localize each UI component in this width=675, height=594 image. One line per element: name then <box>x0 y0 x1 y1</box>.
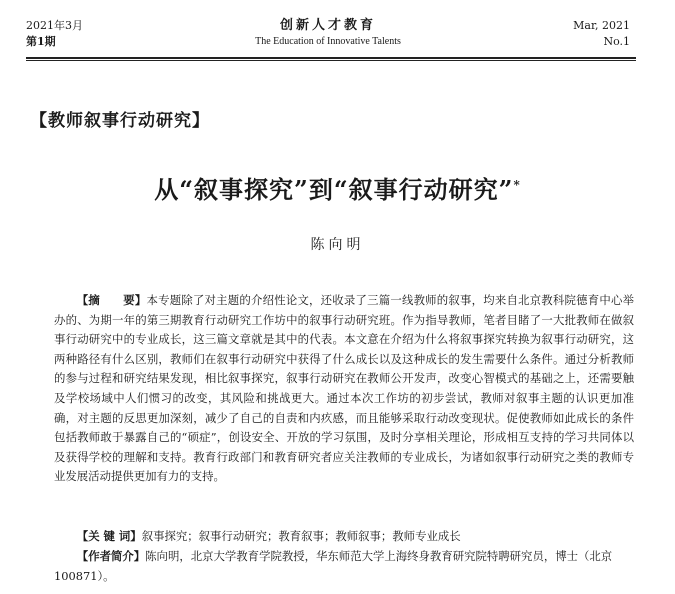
author-bio-text: 陈向明，北京大学教育学院教授，华东师范大学上海终身教育研究院特聘研究员，博士（北京 100871）。 <box>54 549 624 583</box>
article-title <box>0 170 675 205</box>
author-bio <box>54 547 634 586</box>
header-issue-en: No.1 <box>603 35 630 48</box>
column-heading: 【教师叙事行动研究】 <box>30 111 210 131</box>
abstract-paragraph <box>54 291 634 487</box>
article-author: 陈向明 <box>310 237 365 253</box>
header-date-en: Mar, 2021 <box>573 19 630 32</box>
header-right <box>573 18 630 50</box>
header-rule <box>26 57 636 61</box>
keywords-text: 叙事探究；叙事行动研究；教育叙事；教师叙事；教师专业成长 <box>141 529 461 543</box>
header-date-cn: 2021年3月 <box>26 19 83 32</box>
abstract-label: 【摘 要】 <box>76 293 147 307</box>
abstract <box>54 291 634 487</box>
running-header <box>26 14 630 56</box>
author-bio-label: 【作者简介】 <box>76 549 146 563</box>
header-issue-cn: 第1期 <box>26 35 56 48</box>
article-title-text: 从“叙事探究”到“叙事行动研究” <box>154 175 514 204</box>
header-center <box>26 18 630 50</box>
keywords-label: 【关 键 词】 <box>76 529 142 543</box>
journal-name-en: The Education of Innovative Talents <box>255 36 401 47</box>
keywords <box>54 527 634 547</box>
title-footnote-mark: * <box>513 178 521 192</box>
journal-name-cn: 创新人才教育 <box>279 18 376 33</box>
abstract-text: 本专题除了对主题的介绍性论文，还收录了三篇一线教师的叙事，均来自北京教科院德育中心举办的、为期一年的第三期教育行动研究工作坊中的叙事行动研究班。作为指导教师，笔者目睹了一大批教师在做叙事行动研究中的专业成长，这三篇文章就是其中的代表。本文意在介绍为什么将叙事探究转换为叙事行动研究，这两种路径有什么区别，教师们在叙事行动研究中获得了什么成长以及这种成长的发生需要什么条件。通过分析教师的参与过程和研究结果发现，相比叙事探究，叙事行动研究在教师公开发声，改变心智模式的基础之上，还需要触及学校场域中人们惯习的改变，其风险和挑战更大。通过本次工作坊的初步尝试，教师对叙事主题的认识更加准确，对主题的反思更加深刻，减少了自己的自责和内疚感，而且能够采取行动改变现状。促使教师如此成长的条件包括教师敢于暴露自己的“硕症”，创设安全、开放的学习氛围，及时分享相关理论，形成相互支持的学习共同体以及获得学校的理解和支持。教育行政部门和教育研究者应关注教师的专业成长，为诸如叙事行动研究之类的教师专业发展活动提供更加有力的支持。 <box>54 293 634 484</box>
